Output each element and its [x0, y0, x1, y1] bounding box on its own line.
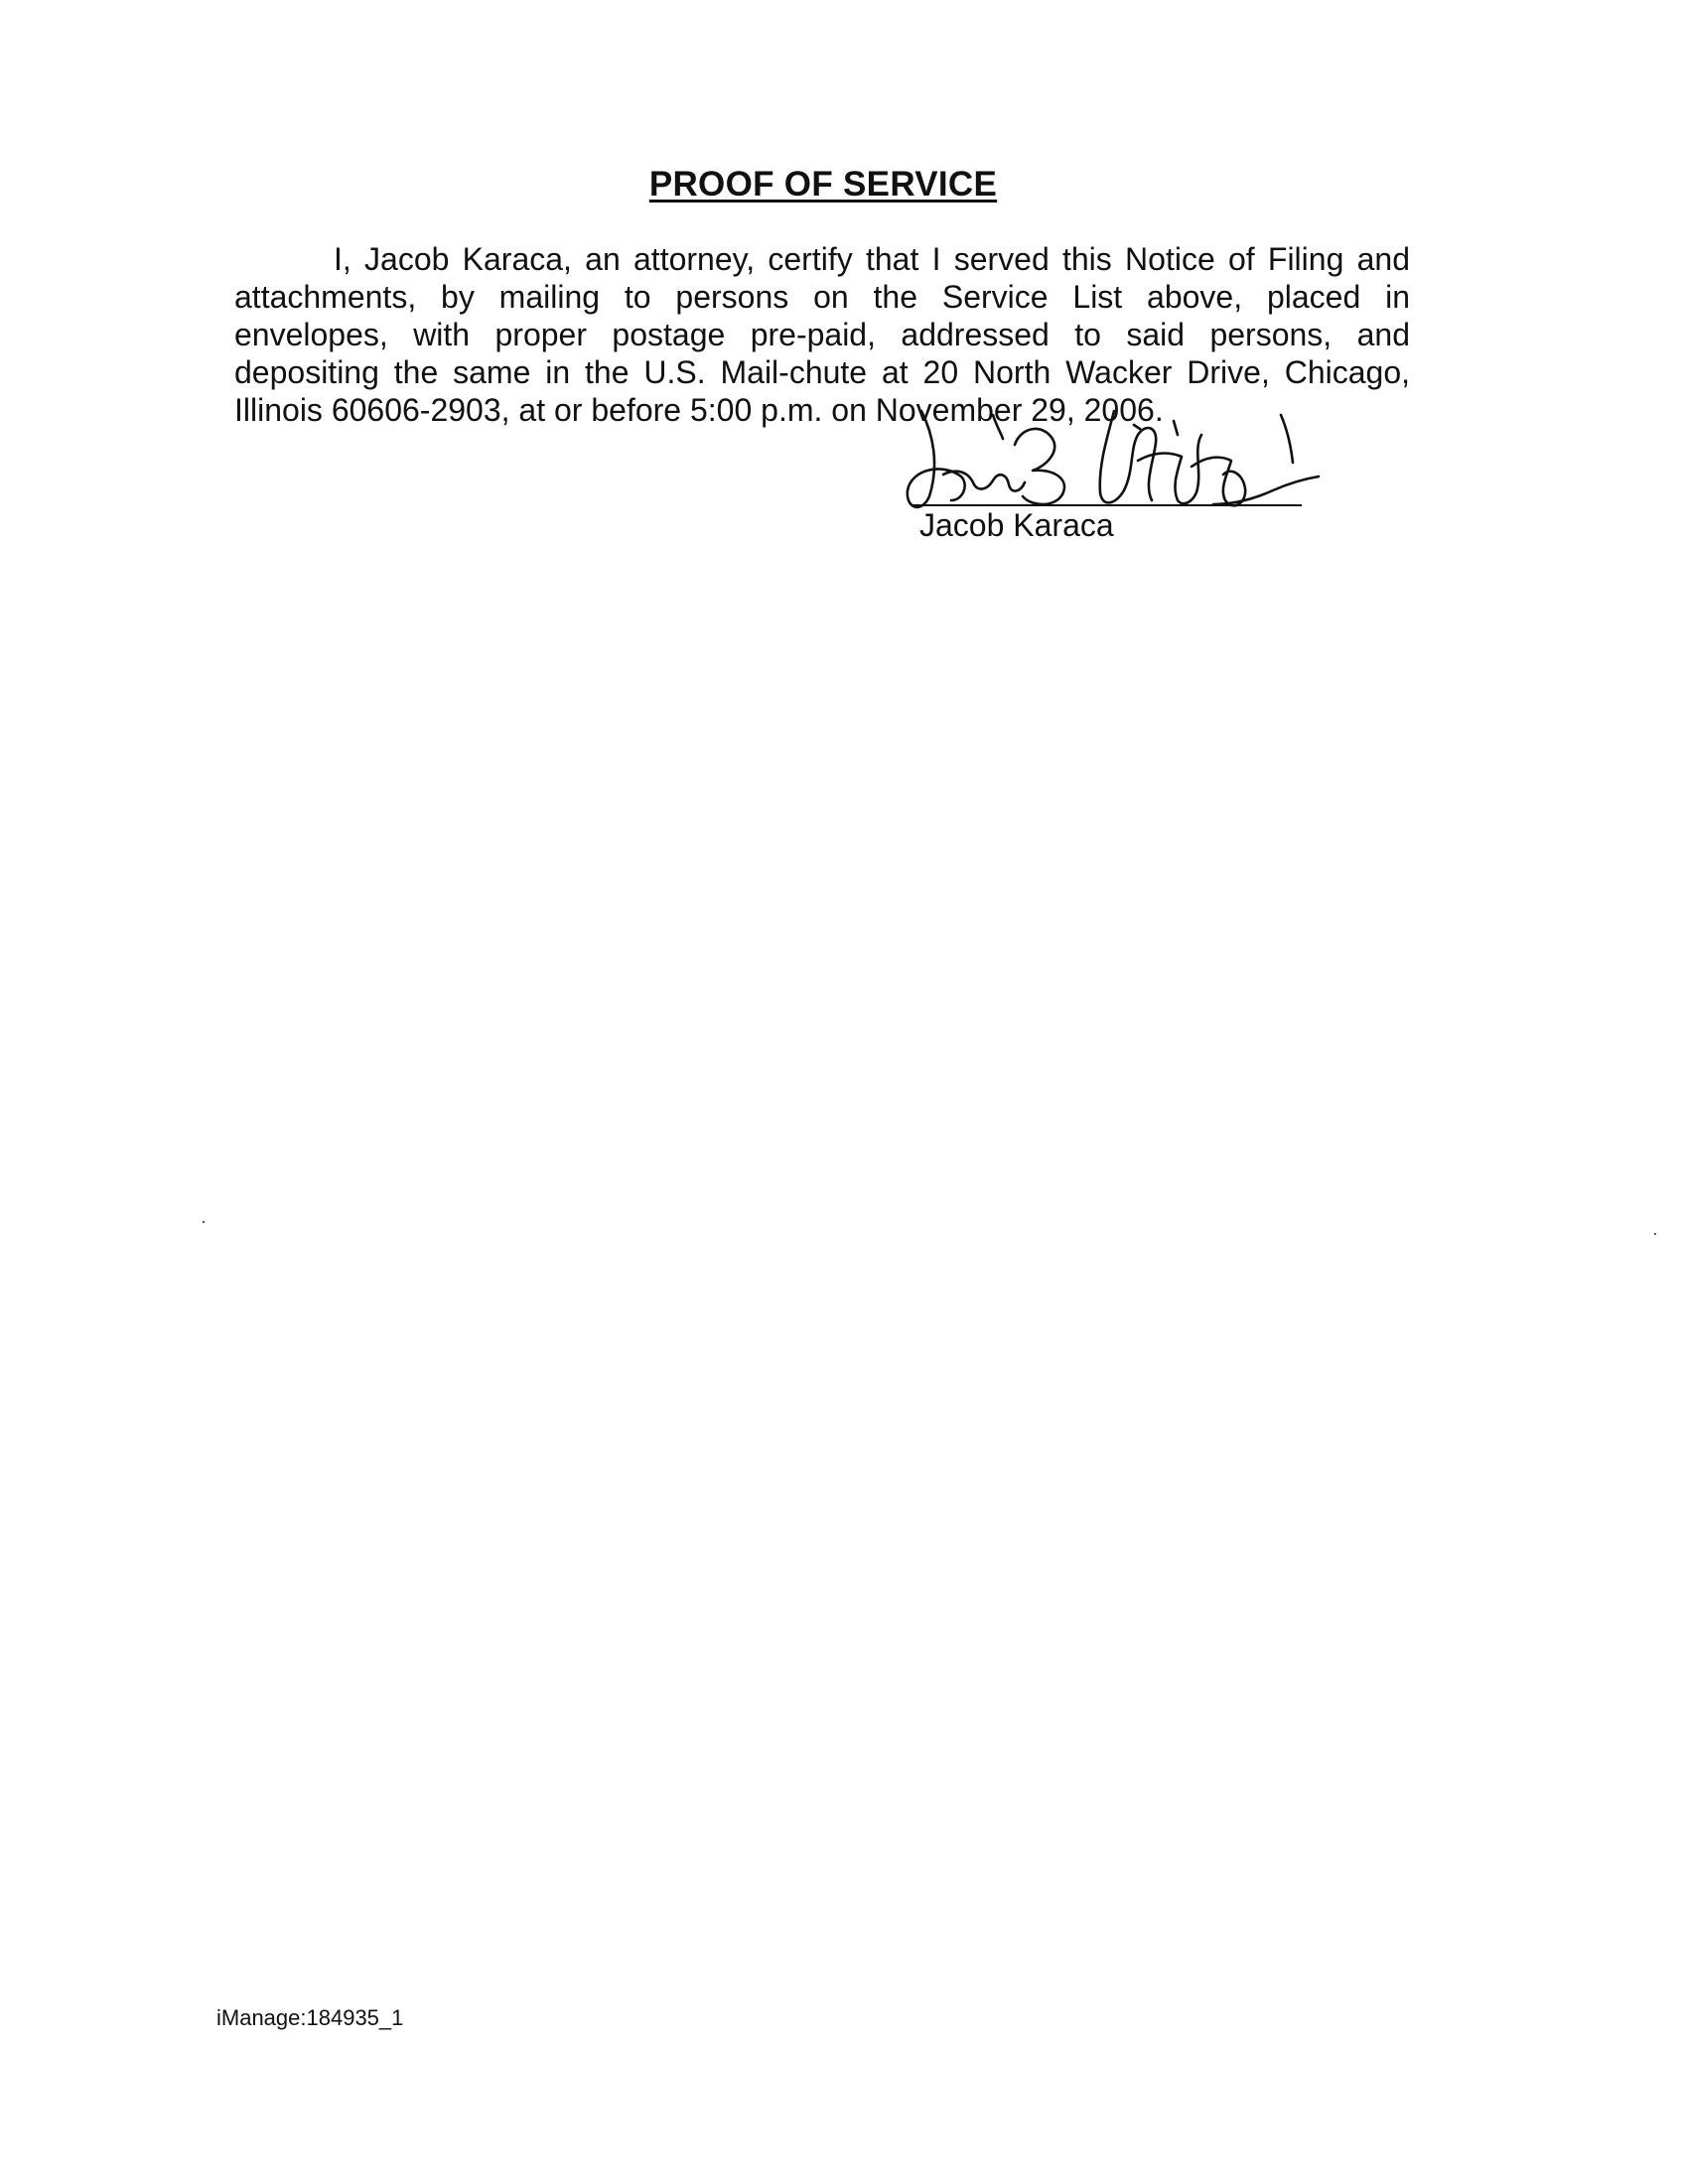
document-id-footer: iManage:184935_1: [216, 2005, 404, 2030]
paragraph-line: I, Jacob Karaca, an attorney, certify that I served this Notice of Filing and: [334, 241, 1410, 277]
scan-speck: [203, 1221, 205, 1223]
scan-speck: [1654, 1233, 1656, 1235]
signer-name: Jacob Karaca: [919, 507, 1114, 543]
certification-paragraph: [234, 240, 1410, 429]
paragraph-line: depositing the same in the U.S. Mail-chute at 20 North Wacker Drive, Chicago,: [234, 354, 1410, 390]
page-title: PROOF OF SERVICE: [648, 165, 998, 204]
paragraph-line: attachments, by mailing to persons on the Service List above, placed in: [234, 279, 1410, 315]
paragraph-line: envelopes, with proper postage pre-paid, addressed to said persons, and: [234, 317, 1410, 352]
paragraph-line: Illinois 60606-2903, at or before 5:00 p.m. on November 29, 2006.: [234, 392, 1164, 428]
